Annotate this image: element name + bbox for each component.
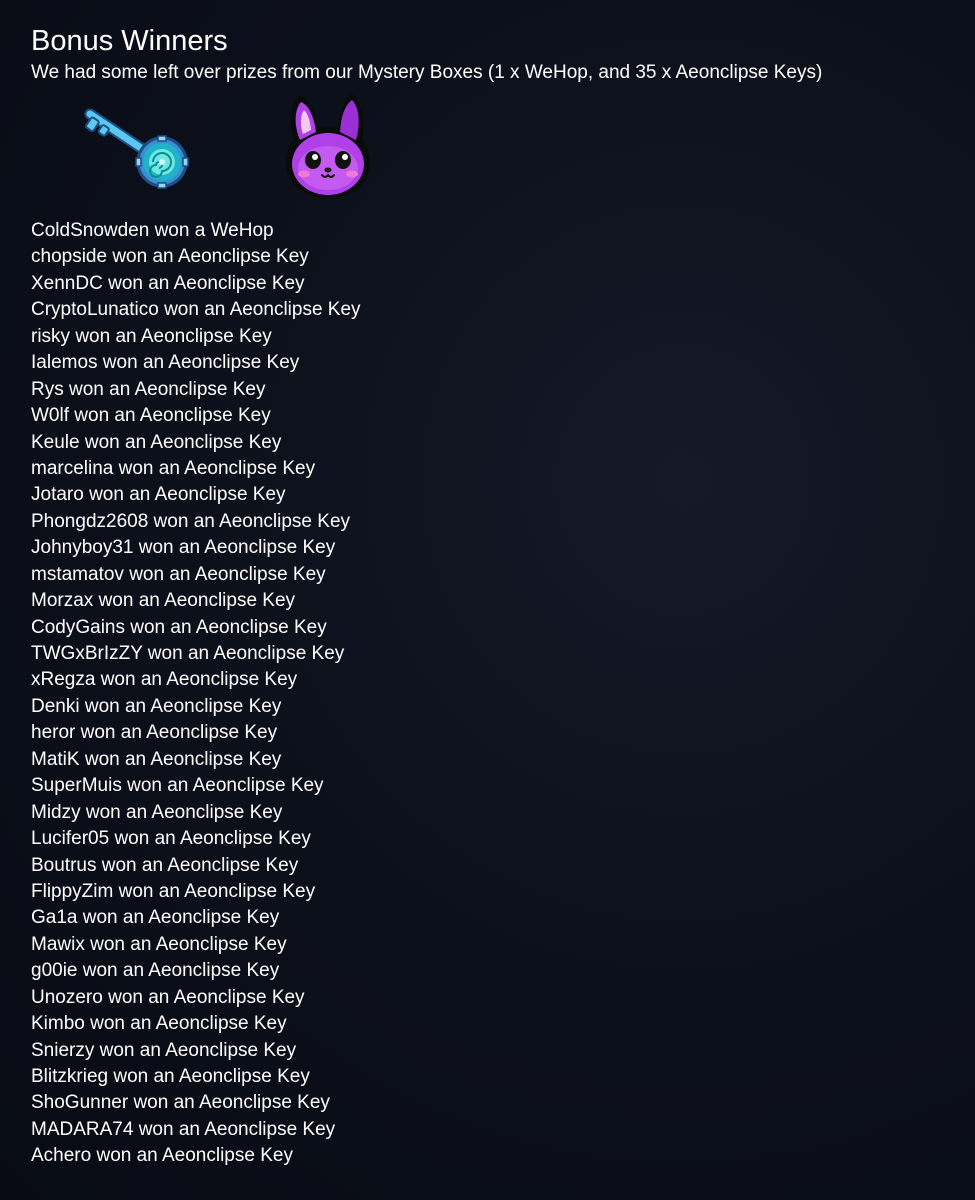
winner-entry: ColdSnowden won a WeHop <box>31 220 274 241</box>
winner-entry: SuperMuis won an Aeonclipse Key <box>31 775 324 797</box>
winner-entry: Ialemos won an Aeonclipse Key <box>31 352 300 374</box>
winner-entry: FlippyZim won an Aeonclipse Key <box>31 880 316 902</box>
winner-entry: xRegza won an Aeonclipse Key <box>31 669 298 691</box>
winner-entry: mstamatov won an Aeonclipse Key <box>31 563 326 585</box>
winner-entry: Jotaro won an Aeonclipse Key <box>31 484 286 506</box>
winner-entry: Mawix won an Aeonclipse Key <box>31 933 287 955</box>
winner-entry: Ga1a won an Aeonclipse Key <box>31 907 280 929</box>
winner-entry: Blitzkrieg won an Aeonclipse Key <box>31 1066 310 1087</box>
winner-entry: Rys won an Aeonclipse Key <box>31 378 266 400</box>
winner-entry: marcelina won an Aeonclipse Key <box>31 457 316 479</box>
winner-entry: Johnyboy31 won an Aeonclipse Key <box>31 537 336 559</box>
winner-entry: Snierzy won an Aeonclipse Key <box>31 1039 297 1061</box>
wehop-bunny-icon <box>280 92 375 200</box>
winner-entry: MADARA74 won an Aeonclipse Key <box>31 1118 336 1140</box>
winner-entry: CryptoLunatico won an Aeonclipse Key <box>31 299 361 321</box>
winner-entry: heror won an Aeonclipse Key <box>31 722 278 744</box>
winner-entry: Boutrus won an Aeonclipse Key <box>31 854 299 876</box>
winner-entry: Kimbo won an Aeonclipse Key <box>31 1013 287 1035</box>
winner-entry: Unozero won an Aeonclipse Key <box>31 986 305 1008</box>
winner-entry: ShoGunner won an Aeonclipse Key <box>31 1092 330 1114</box>
winner-entry: MatiK won an Aeonclipse Key <box>31 748 282 770</box>
winner-entry: XennDC won an Aeonclipse Key <box>31 272 305 294</box>
winner-entry: Lucifer05 won an Aeonclipse Key <box>31 828 311 850</box>
winner-entry: Morzax won an Aeonclipse Key <box>31 590 296 612</box>
page-title: Bonus Winners <box>31 25 228 57</box>
winner-entry: Midzy won an Aeonclipse Key <box>31 801 283 823</box>
winner-entry: Denki won an Aeonclipse Key <box>31 695 282 717</box>
winner-entry: Keule won an Aeonclipse Key <box>31 431 282 453</box>
winner-entry: CodyGains won an Aeonclipse Key <box>31 616 327 638</box>
winner-entry: g00ie won an Aeonclipse Key <box>31 960 280 982</box>
prize-icons <box>70 92 390 202</box>
page-subtitle: We had some left over prizes from our Mystery Boxes (1 x WeHop, and 35 x Aeonclipse Keys) <box>31 62 823 83</box>
aeonclipse-key-icon <box>76 100 191 190</box>
winner-entry: chopside won an Aeonclipse Key <box>31 246 309 268</box>
winner-entry: risky won an Aeonclipse Key <box>31 325 272 347</box>
winner-entry: Phongdz2608 won an Aeonclipse Key <box>31 510 351 532</box>
winner-entry: W0lf won an Aeonclipse Key <box>31 405 271 427</box>
winners-list <box>31 218 361 1170</box>
winner-entry: Achero won an Aeonclipse Key <box>31 1145 293 1167</box>
winner-entry: TWGxBrIzZY won an Aeonclipse Key <box>31 643 345 664</box>
